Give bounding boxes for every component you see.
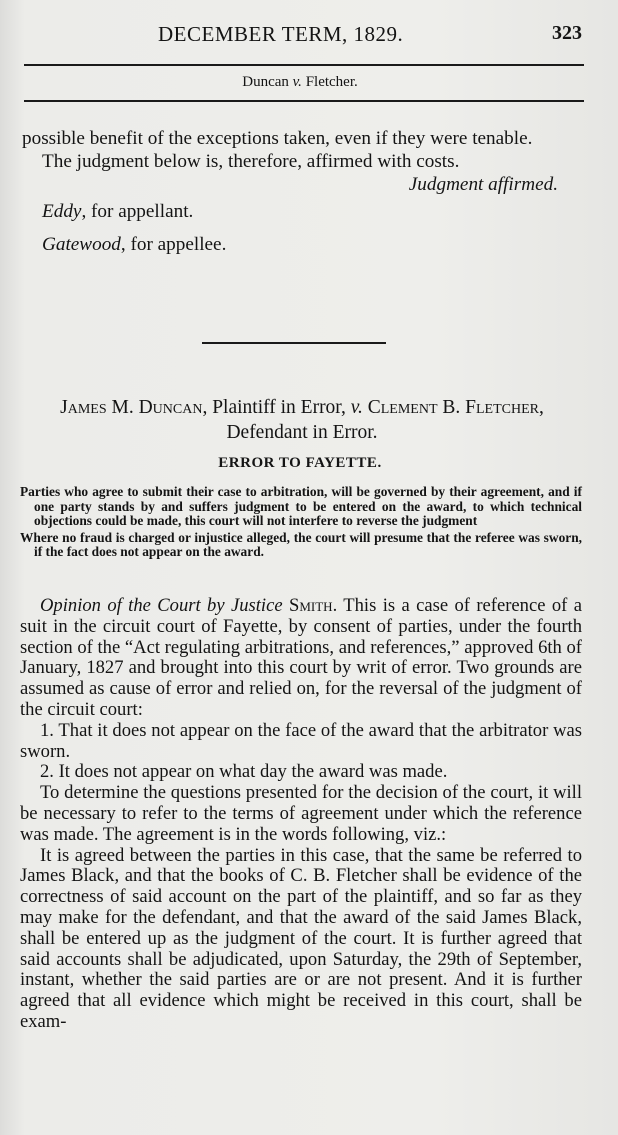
defendant-name: Clement B. Fletcher <box>367 397 539 418</box>
case-party-two: Fletcher. <box>305 74 358 90</box>
case-title-versus: v. <box>350 397 363 418</box>
headnote: Parties who agree to submit their case to arbitration, will be governed by their agreement, and if one party stands by and suffers judgment to be entered on the award, to which technical objections could be made, this court will not interfere to reverse the judgment <box>20 484 582 528</box>
case-party-one: Duncan <box>242 74 289 90</box>
section-divider <box>202 342 386 344</box>
opinion-text <box>20 596 582 1033</box>
agreement-text: It is agreed between the parties in this case, that the same be referred to James Black, and that the books of C. B. Fletcher shall be evidence of the correctness of said account on the part of the plaintiff, and so far as they may make for the defendant, and that the award of the said James Black, shall be entered up as the judgment of the court. It is further agreed that said accounts shall be adjudicated, upon Saturday, the 29th of September, instant, whether the said parties are or are not present. And it is further agreed that all evidence which might be received in this court, shall be exam- <box>20 844 582 1032</box>
affirmance-text: The judgment below is, therefore, affirmed with costs. <box>42 151 460 172</box>
header-rule-top <box>24 64 584 66</box>
case-versus: v. <box>292 74 302 90</box>
plaintiff-role: , Plaintiff in Error, <box>202 397 351 418</box>
opinion-lead: Opinion of the Court by Justice <box>40 595 283 616</box>
counsel-appellant-name: Eddy <box>42 201 82 222</box>
counsel-appellee <box>22 233 582 256</box>
conclusion-text: possible benefit of the exceptions taken, even if they were tenable. <box>22 128 533 149</box>
counsel-appellee-name: Gatewood <box>42 234 121 255</box>
opinion-paragraph-text: . This is a case of reference of a suit in the circuit court of Fayette, by consent of parties, under the fourth section of the “Act regulating arbitrations, and references,” approved 6th of January, 1827 and brought into this court by writ of error. Two grounds are assumed as cause of error and relied on, for the reversal of the judgment of the circuit court: <box>20 595 582 720</box>
counsel-appellant <box>22 200 582 223</box>
headnote: Where no fraud is charged or injustice alleged, the court will presume that the referee was sworn, if the fact does not appear on the award. <box>20 529 582 559</box>
page-header <box>24 22 584 50</box>
plaintiff-name: James M. Duncan <box>60 397 203 418</box>
opinion-paragraph: To determine the questions presented for the decision of the court, it will be necessary to refer to the terms of agreement under which the reference was made. The agreement is in the words following, viz.: <box>20 782 582 845</box>
case-title <box>22 395 582 445</box>
counsel-appellant-role: , for appellant. <box>81 201 194 222</box>
headnotes <box>20 485 582 562</box>
defendant-role: , Defendant in Error. <box>226 397 544 443</box>
error-to-heading: ERROR TO FAYETTE. <box>218 455 382 471</box>
disposition: Judgment affirmed. <box>408 174 558 195</box>
case-reference <box>0 74 600 91</box>
running-title: DECEMBER TERM, 1829. <box>158 22 404 46</box>
previous-case-conclusion <box>22 127 582 256</box>
ground-one: 1. That it does not appear on the face of the award that the arbitrator was sworn. <box>20 719 582 762</box>
page-number: 323 <box>552 22 582 44</box>
opinion-paragraph <box>20 596 582 721</box>
counsel-appellee-role: , for appellee. <box>120 234 227 255</box>
ground-two: 2. It does not appear on what day the award was made. <box>40 761 448 783</box>
header-rule-bottom <box>24 100 584 102</box>
justice-name: Smith <box>289 595 333 616</box>
